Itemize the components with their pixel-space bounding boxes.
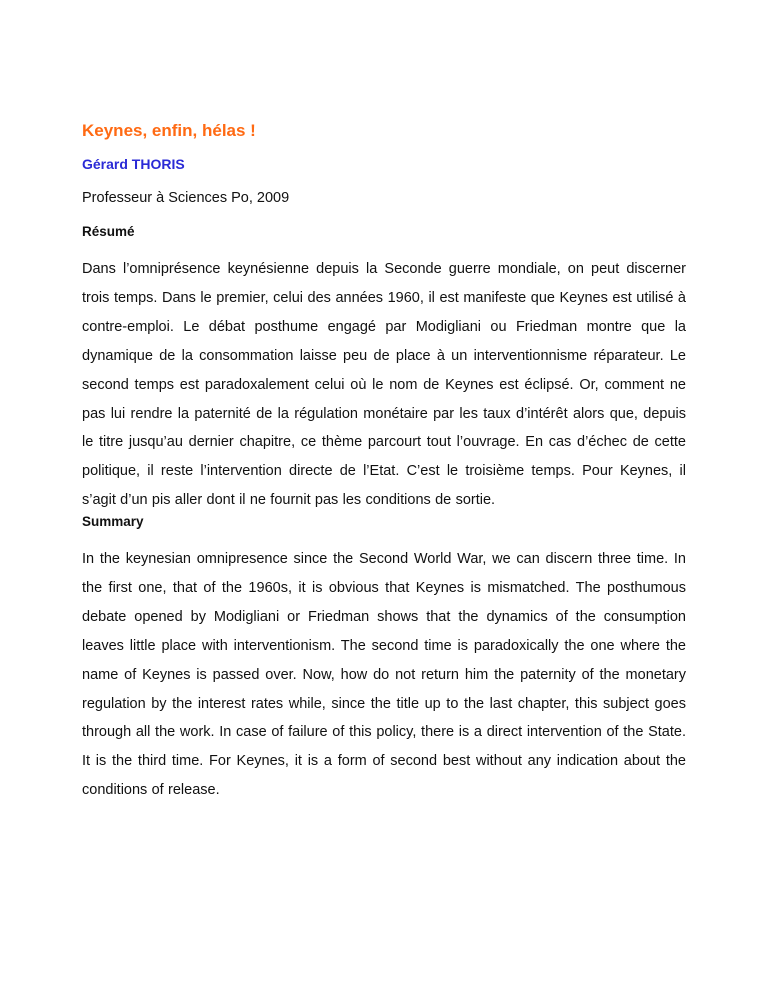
summary-heading: Summary	[82, 514, 144, 529]
document-title: Keynes, enfin, hélas !	[82, 121, 256, 140]
resume-paragraph: Dans l’omniprésence keynésienne depuis la Seconde guerre mondiale, on peut discerner trois temps. Dans le premier, celui des années 1960, il est manifeste que Keynes est utilisé à contre-emploi. Le débat posthume engagé par Modigliani ou Friedman montre que la dynamique de la consommation laisse peu de place à un interventionnisme réparateur. Le second temps est paradoxalement celui où le nom de Keynes est éclipsé. Or, comment ne pas lui rendre la paternité de la régulation monétaire par les taux d’intérêt alors que, depuis le titre jusqu’au dernier chapitre, ce thème parcourt tout l’ouvrage. En cas d’échec de cette politique, il reste l’intervention directe de l’Etat. C’est le troisième temps. Pour Keynes, il s’agit d’un pis aller dont il ne fournit pas les conditions de sortie.	[82, 261, 686, 509]
resume-heading: Résumé	[82, 224, 135, 239]
author-affiliation: Professeur à Sciences Po, 2009	[82, 190, 290, 206]
author-name: Gérard THORIS	[82, 156, 185, 172]
summary-paragraph: In the keynesian omnipresence since the Second World War, we can discern three time. In the first one, that of the 1960s, it is obvious that Keynes is mismatched. The posthumous debate opened by Modigliani or Friedman shows that the dynamics of the consumption leaves little place with interventionism. The second time is paradoxically the one where the name of Keynes is passed over. Now, how do not return him the paternity of the monetary regulation by the interest rates while, since the title up to the last chapter, this subject goes through all the work. In case of failure of this policy, there is a direct intervention of the State. It is the third time. For Keynes, it is a form of second best without any indication about the conditions of release.	[82, 551, 686, 799]
